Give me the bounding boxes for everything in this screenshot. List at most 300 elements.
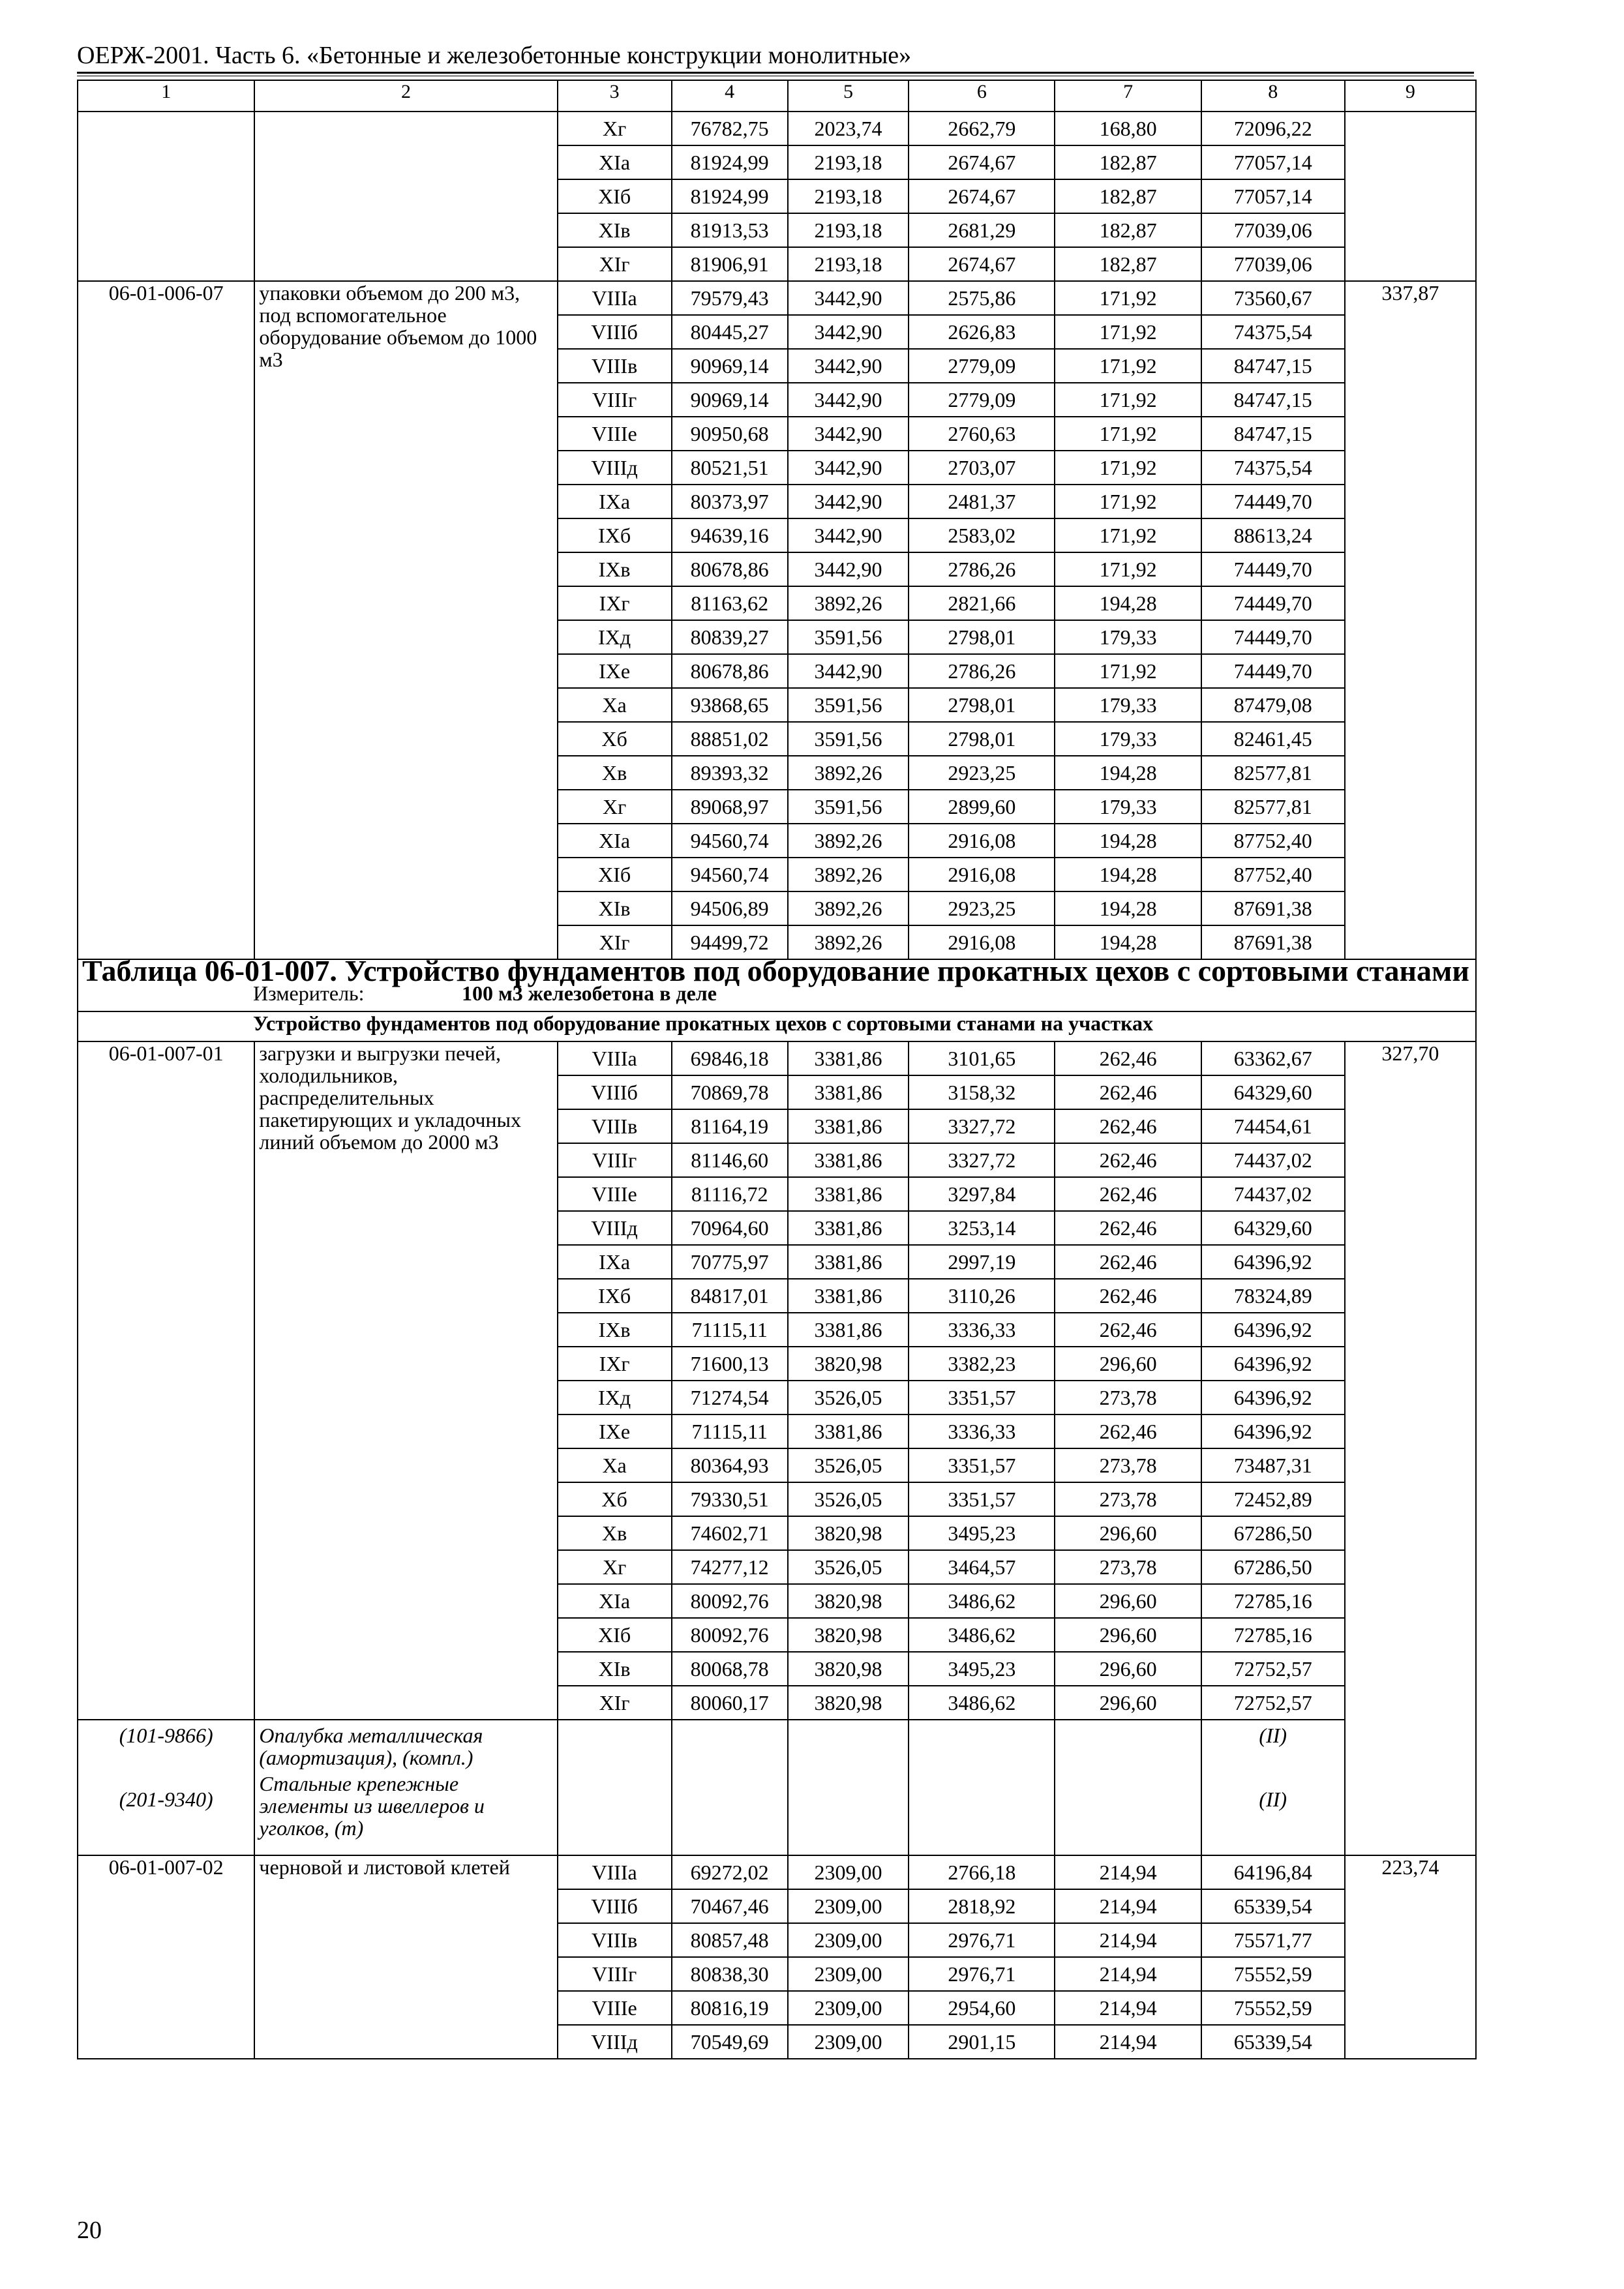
value-cell: 2916,08 [909,824,1055,858]
value-cell: 2901,15 [909,2025,1055,2059]
value-cell: 2193,18 [788,179,909,213]
value-cell: 81164,19 [672,1109,788,1143]
value-cell: 171,92 [1055,417,1201,451]
value-cell: 71115,11 [672,1313,788,1347]
value-cell: 74449,70 [1201,620,1345,654]
value-cell: 262,46 [1055,1143,1201,1177]
value-cell: 2798,01 [909,688,1055,722]
value-cell: 74449,70 [1201,586,1345,620]
zone-cell: VIIIа [558,1855,672,1889]
value-cell: 2674,67 [909,179,1055,213]
value-cell: 2798,01 [909,722,1055,756]
value-cell: 2779,09 [909,383,1055,417]
value-cell: 2309,00 [788,2025,909,2059]
zone-cell: VIIIе [558,417,672,451]
mass-cell [1345,112,1476,281]
value-cell: 74437,02 [1201,1177,1345,1211]
value-cell: 296,60 [1055,1584,1201,1618]
value-cell: 194,28 [1055,858,1201,891]
value-cell: 90969,14 [672,383,788,417]
column-number: 3 [558,80,672,112]
value-cell: 3351,57 [909,1448,1055,1482]
value-cell: 3892,26 [788,756,909,790]
value-cell: 3486,62 [909,1618,1055,1652]
value-cell: 2309,00 [788,1889,909,1923]
value-cell: 3381,86 [788,1075,909,1109]
value-cell: 3495,23 [909,1652,1055,1686]
value-cell: 81906,91 [672,247,788,281]
zone-cell: VIIIг [558,383,672,417]
value-cell: 194,28 [1055,586,1201,620]
value-cell: 70775,97 [672,1245,788,1279]
zone-cell: XIв [558,891,672,925]
zone-cell: IXг [558,586,672,620]
value-cell: 273,78 [1055,1381,1201,1414]
value-cell: 87752,40 [1201,824,1345,858]
item-description: загрузки и выгрузки печей, холодильников, распределительных пакетирующих и укладочных линий объемом до 2000 м3 [254,1041,557,1720]
zone-cell: XIв [558,1652,672,1686]
value-cell: 3591,56 [788,688,909,722]
value-cell: 3442,90 [788,417,909,451]
zone-cell: VIIIа [558,1041,672,1075]
item-description [254,112,557,281]
value-cell: 70964,60 [672,1211,788,1245]
zone-cell: VIIIе [558,1991,672,2025]
unit-value: 100 м3 железобетона в деле [462,981,717,1005]
zone-cell: IXа [558,485,672,518]
value-cell: 3591,56 [788,790,909,824]
value-cell: 262,46 [1055,1414,1201,1448]
value-cell: 3526,05 [788,1381,909,1414]
value-cell: 82461,45 [1201,722,1345,756]
material-units [1201,1720,1345,1855]
zone-cell: Xа [558,1448,672,1482]
value-cell: 3464,57 [909,1550,1055,1584]
value-cell: 81913,53 [672,213,788,247]
item-code: 06-01-006-07 [78,281,254,959]
zone-cell: XIг [558,925,672,959]
value-cell: 3382,23 [909,1347,1055,1381]
value-cell: 75552,59 [1201,1957,1345,1991]
value-cell: 80373,97 [672,485,788,518]
zone-cell: Xб [558,722,672,756]
value-cell: 87479,08 [1201,688,1345,722]
value-cell: 2760,63 [909,417,1055,451]
value-cell: 2193,18 [788,213,909,247]
material-unit: (II) [1259,1788,1287,1811]
value-cell: 89068,97 [672,790,788,824]
value-cell: 93868,65 [672,688,788,722]
value-cell: 78324,89 [1201,1279,1345,1313]
value-cell: 3442,90 [788,383,909,417]
value-cell: 80838,30 [672,1957,788,1991]
value-cell: 171,92 [1055,315,1201,349]
value-cell: 3442,90 [788,349,909,383]
value-cell: 64329,60 [1201,1075,1345,1109]
zone-cell: IXг [558,1347,672,1381]
value-cell: 82577,81 [1201,756,1345,790]
empty-cell [909,1720,1055,1855]
value-cell: 182,87 [1055,213,1201,247]
running-header: ОЕРЖ-2001. Часть 6. «Бетонные и железобетонные конструкции монолитные» [77,42,912,69]
value-cell: 3526,05 [788,1550,909,1584]
unit-label: Измеритель: [253,981,365,1005]
value-cell: 2779,09 [909,349,1055,383]
zone-cell: VIIIд [558,1211,672,1245]
value-cell: 3351,57 [909,1381,1055,1414]
value-cell: 3892,26 [788,891,909,925]
value-cell: 75571,77 [1201,1923,1345,1957]
zone-cell: Xа [558,688,672,722]
value-cell: 2899,60 [909,790,1055,824]
value-cell: 84747,15 [1201,349,1345,383]
zone-cell: VIIIе [558,1177,672,1211]
mass-cell: 223,74 [1345,1855,1476,2059]
section-subtitle-row [78,1011,1476,1041]
value-cell: 72752,57 [1201,1686,1345,1720]
empty-cell [1055,1720,1201,1855]
value-cell: 262,46 [1055,1313,1201,1347]
zone-cell: VIIIа [558,281,672,315]
value-cell: 296,60 [1055,1516,1201,1550]
table-title-row [78,959,1476,982]
value-cell: 64396,92 [1201,1245,1345,1279]
table-row [78,1041,1476,1075]
value-cell: 194,28 [1055,925,1201,959]
column-number: 4 [672,80,788,112]
item-code [78,112,254,281]
value-cell: 90950,68 [672,417,788,451]
value-cell: 74449,70 [1201,654,1345,688]
value-cell: 3820,98 [788,1686,909,1720]
value-cell: 179,33 [1055,688,1201,722]
zone-cell: VIIIд [558,451,672,485]
value-cell: 74449,70 [1201,485,1345,518]
value-cell: 3101,65 [909,1041,1055,1075]
value-cell: 262,46 [1055,1211,1201,1245]
value-cell: 71115,11 [672,1414,788,1448]
value-cell: 3526,05 [788,1482,909,1516]
value-cell: 3820,98 [788,1347,909,1381]
zone-cell: Xв [558,756,672,790]
value-cell: 2662,79 [909,112,1055,145]
section-subtitle [78,1011,1476,1041]
value-cell: 3297,84 [909,1177,1055,1211]
zone-cell: IXд [558,1381,672,1414]
value-cell: 214,94 [1055,1991,1201,2025]
value-cell: 73487,31 [1201,1448,1345,1482]
value-cell: 69272,02 [672,1855,788,1889]
value-cell: 69846,18 [672,1041,788,1075]
column-number-row [78,80,1476,112]
zone-cell: IXв [558,1313,672,1347]
value-cell: 67286,50 [1201,1516,1345,1550]
zone-cell: XIг [558,247,672,281]
value-cell: 64329,60 [1201,1211,1345,1245]
value-cell: 171,92 [1055,383,1201,417]
value-cell: 273,78 [1055,1448,1201,1482]
column-number: 6 [909,80,1055,112]
zone-cell: VIIIв [558,1109,672,1143]
item-code: 06-01-007-02 [78,1855,254,2059]
zone-cell: XIб [558,179,672,213]
value-cell: 3442,90 [788,451,909,485]
value-cell: 3892,26 [788,824,909,858]
zone-cell: XIб [558,1618,672,1652]
value-cell: 72785,16 [1201,1618,1345,1652]
value-cell: 2681,29 [909,213,1055,247]
value-cell: 81146,60 [672,1143,788,1177]
value-cell: 2997,19 [909,1245,1055,1279]
value-cell: 2626,83 [909,315,1055,349]
value-cell: 3381,86 [788,1414,909,1448]
value-cell: 65339,54 [1201,1889,1345,1923]
value-cell: 79330,51 [672,1482,788,1516]
value-cell: 70549,69 [672,2025,788,2059]
value-cell: 3486,62 [909,1686,1055,1720]
value-cell: 3381,86 [788,1177,909,1211]
zone-cell: VIIIб [558,1889,672,1923]
table-row [78,1855,1476,1889]
value-cell: 3381,86 [788,1245,909,1279]
value-cell: 3892,26 [788,925,909,959]
value-cell: 262,46 [1055,1279,1201,1313]
value-cell: 64196,84 [1201,1855,1345,1889]
value-cell: 2818,92 [909,1889,1055,1923]
material-description: Стальные крепежные элементы из швеллеров и уголков, (т) [259,1772,485,1840]
value-cell: 296,60 [1055,1652,1201,1686]
table-row [78,112,1476,145]
value-cell: 2309,00 [788,1957,909,1991]
zone-cell: VIIIб [558,315,672,349]
table-title: Таблица 06-01-007. Устройство фундаментов под оборудование прокатных цехов с сортовыми станами [78,959,1476,982]
value-cell: 3110,26 [909,1279,1055,1313]
mass-cell: 337,87 [1345,281,1476,959]
zone-cell: Xб [558,1482,672,1516]
value-cell: 3820,98 [788,1652,909,1686]
value-cell: 80092,76 [672,1618,788,1652]
value-cell: 2703,07 [909,451,1055,485]
value-cell: 88851,02 [672,722,788,756]
value-cell: 77039,06 [1201,247,1345,281]
zone-cell: XIа [558,824,672,858]
value-cell: 2798,01 [909,620,1055,654]
zone-cell: IXд [558,620,672,654]
value-cell: 2923,25 [909,891,1055,925]
zone-cell: VIIIг [558,1143,672,1177]
value-cell: 87752,40 [1201,858,1345,891]
value-cell: 2786,26 [909,552,1055,586]
value-cell: 3486,62 [909,1584,1055,1618]
value-cell: 87691,38 [1201,925,1345,959]
value-cell: 2309,00 [788,1855,909,1889]
value-cell: 2583,02 [909,518,1055,552]
value-cell: 2193,18 [788,247,909,281]
empty-cell [672,1720,788,1855]
value-cell: 2674,67 [909,145,1055,179]
value-cell: 3442,90 [788,315,909,349]
value-cell: 262,46 [1055,1075,1201,1109]
value-cell: 90969,14 [672,349,788,383]
value-cell: 3820,98 [788,1516,909,1550]
value-cell: 84747,15 [1201,417,1345,451]
value-cell: 80445,27 [672,315,788,349]
value-cell: 3381,86 [788,1041,909,1075]
value-cell: 3158,32 [909,1075,1055,1109]
value-cell: 80816,19 [672,1991,788,2025]
value-cell: 214,94 [1055,1923,1201,1957]
value-cell: 88613,24 [1201,518,1345,552]
value-cell: 84747,15 [1201,383,1345,417]
zone-cell: Xг [558,1550,672,1584]
value-cell: 3495,23 [909,1516,1055,1550]
value-cell: 2976,71 [909,1923,1055,1957]
zone-cell: XIа [558,1584,672,1618]
value-cell: 168,80 [1055,112,1201,145]
value-cell: 94560,74 [672,824,788,858]
value-cell: 262,46 [1055,1177,1201,1211]
material-descriptions [254,1720,557,1855]
value-cell: 262,46 [1055,1109,1201,1143]
zone-cell: Xг [558,112,672,145]
value-cell: 2309,00 [788,1991,909,2025]
value-cell: 3892,26 [788,858,909,891]
material-codes [78,1720,254,1855]
item-code: 06-01-007-01 [78,1041,254,1720]
empty-cell [788,1720,909,1855]
value-cell: 182,87 [1055,145,1201,179]
value-cell: 76782,75 [672,112,788,145]
value-cell: 3442,90 [788,485,909,518]
column-number: 7 [1055,80,1201,112]
value-cell: 64396,92 [1201,1381,1345,1414]
value-cell: 64396,92 [1201,1414,1345,1448]
value-cell: 171,92 [1055,349,1201,383]
value-cell: 194,28 [1055,756,1201,790]
value-cell: 171,92 [1055,485,1201,518]
value-cell: 72785,16 [1201,1584,1345,1618]
value-cell: 3351,57 [909,1482,1055,1516]
value-cell: 182,87 [1055,247,1201,281]
value-cell: 273,78 [1055,1482,1201,1516]
zone-cell: IXб [558,518,672,552]
value-cell: 2193,18 [788,145,909,179]
value-cell: 3442,90 [788,654,909,688]
value-cell: 3820,98 [788,1584,909,1618]
value-cell: 171,92 [1055,552,1201,586]
value-cell: 64396,92 [1201,1347,1345,1381]
value-cell: 81163,62 [672,586,788,620]
value-cell: 84817,01 [672,1279,788,1313]
value-cell: 94639,16 [672,518,788,552]
zone-cell: VIIIг [558,1957,672,1991]
value-cell: 80092,76 [672,1584,788,1618]
value-cell: 2575,86 [909,281,1055,315]
value-cell: 3526,05 [788,1448,909,1482]
zone-cell: XIг [558,1686,672,1720]
value-cell: 80678,86 [672,654,788,688]
zone-cell: IXа [558,1245,672,1279]
zone-cell: Xв [558,1516,672,1550]
value-cell: 171,92 [1055,281,1201,315]
value-cell: 3381,86 [788,1313,909,1347]
value-cell: 65339,54 [1201,2025,1345,2059]
value-cell: 2954,60 [909,1991,1055,2025]
material-description: Опалубка металлическая (амортизация), (компл.) [259,1724,483,1769]
value-cell: 67286,50 [1201,1550,1345,1584]
value-cell: 194,28 [1055,891,1201,925]
value-cell: 3253,14 [909,1211,1055,1245]
value-cell: 87691,38 [1201,891,1345,925]
header-rule [77,72,1474,76]
value-cell: 81116,72 [672,1177,788,1211]
value-cell: 171,92 [1055,654,1201,688]
value-cell: 74454,61 [1201,1109,1345,1143]
mass-cell: 327,70 [1345,1041,1476,1855]
value-cell: 74449,70 [1201,552,1345,586]
value-cell: 3381,86 [788,1143,909,1177]
value-cell: 94560,74 [672,858,788,891]
value-cell: 80857,48 [672,1923,788,1957]
value-cell: 3892,26 [788,586,909,620]
value-cell: 2674,67 [909,247,1055,281]
material-unit: (II) [1259,1724,1287,1747]
zone-cell: IXе [558,654,672,688]
material-code: (101-9866) [119,1724,213,1747]
value-cell: 77057,14 [1201,145,1345,179]
item-description: упаковки объемом до 200 м3, под вспомогательное оборудование объемом до 1000 м3 [254,281,557,959]
value-cell: 3381,86 [788,1279,909,1313]
value-cell: 74375,54 [1201,315,1345,349]
value-cell: 3327,72 [909,1143,1055,1177]
value-cell: 2916,08 [909,858,1055,891]
value-cell: 214,94 [1055,1957,1201,1991]
material-code: (201-9340) [119,1788,213,1811]
value-cell: 2766,18 [909,1855,1055,1889]
value-cell: 2923,25 [909,756,1055,790]
zone-cell: IXб [558,1279,672,1313]
value-cell: 179,33 [1055,790,1201,824]
zone-cell: XIб [558,858,672,891]
value-cell: 3381,86 [788,1211,909,1245]
zone-cell: XIв [558,213,672,247]
value-cell: 64396,92 [1201,1313,1345,1347]
value-cell: 71600,13 [672,1347,788,1381]
value-cell: 2916,08 [909,925,1055,959]
value-cell: 80839,27 [672,620,788,654]
value-cell: 3381,86 [788,1109,909,1143]
value-cell: 296,60 [1055,1686,1201,1720]
value-cell: 82577,81 [1201,790,1345,824]
value-cell: 194,28 [1055,824,1201,858]
value-cell: 3442,90 [788,518,909,552]
value-cell: 80060,17 [672,1686,788,1720]
value-cell: 2976,71 [909,1957,1055,1991]
value-cell: 94506,89 [672,891,788,925]
zone-cell: IXв [558,552,672,586]
value-cell: 74437,02 [1201,1143,1345,1177]
value-cell: 94499,72 [672,925,788,959]
column-number: 5 [788,80,909,112]
value-cell: 72096,22 [1201,112,1345,145]
value-cell: 171,92 [1055,451,1201,485]
section-subtitle-text: Устройство фундаментов под оборудование прокатных цехов с сортовыми станами на участках [253,1011,1154,1035]
value-cell: 214,94 [1055,1889,1201,1923]
value-cell: 3591,56 [788,620,909,654]
value-cell: 71274,54 [672,1381,788,1414]
value-cell: 72752,57 [1201,1652,1345,1686]
value-cell: 77039,06 [1201,213,1345,247]
